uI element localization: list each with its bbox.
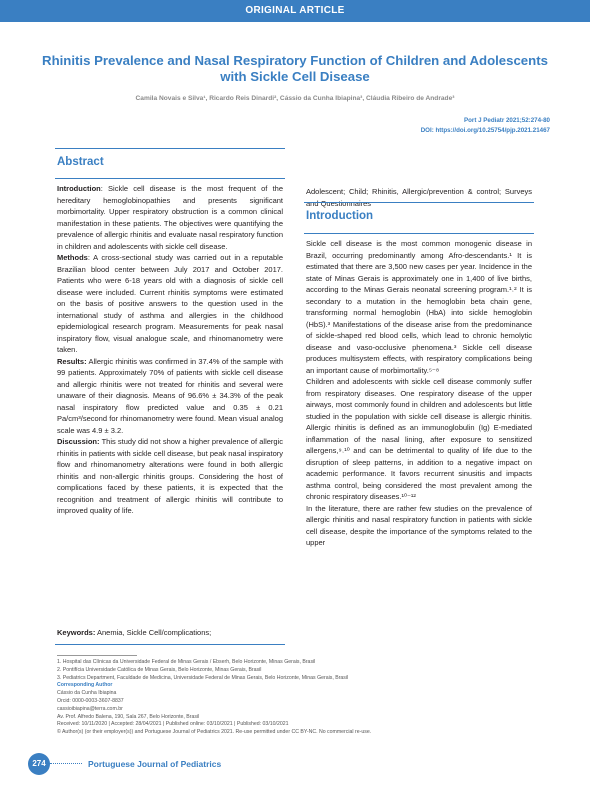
abstract-methods-label: Methods: [57, 253, 88, 262]
corresponding-author-name: Cássio da Cunha Ibiapina: [57, 690, 117, 697]
abstract-results: Results: Allergic rhinitis was confirmed in 37.4% of the sample with 99 patients. Approximately 70% of patients with sickle cell disease and allergic rhinitis were not treated for rhinitis and several were unaware of their diagnosis. Means of 96.6% ± 34.3% of the peak nasal inspiratory flow predicted value and 0.35 ± 0.21 Pa/cm³/second for rhinomanometry were found. Mean visual analog scale was 4.9 ± 3.2.: [57, 356, 283, 435]
introduction-heading: Introduction: [306, 210, 374, 222]
publication-dates: Received: 10/11/2020 | Accepted: 28/04/2021 | Published online: 03/10/2021 | Published: 03/10/2021: [57, 721, 289, 728]
introduction-body: [306, 238, 532, 549]
abstract-discussion-label: Discussion:: [57, 437, 100, 446]
article-type-banner: ORIGINAL ARTICLE: [0, 0, 590, 22]
page-number: 274: [28, 753, 50, 775]
abstract-results-label: Results:: [57, 356, 87, 366]
introduction-paragraph: Sickle cell disease is the most common monogenic disease in Brazil, occurring predominantly among Afro-descendants.¹ It is estimated that there are 3,500 new cases per year. Incidence in the state of Minas Gerais is approximately one in 1,400 of live births, according to the Minas Gerais neonatal screening program.¹˒² It is secondary to a mutation in the hemoglobin beta chain gene, transforming normal hemoglobin (HbA) into sickle hemoglobin (HbS).³ Manifestations of the disease arise from the predominance of sickle-shaped red blood cells, which lead to chronic hemolytic disease and vaso-occlusive phenomena.³ Sickle cell disease produces multisystem effects, with respiratory complications being an important cause of morbimortality.⁵⁻⁸: [306, 239, 532, 375]
abstract-keywords: Keywords: Anemia, Sickle Cell/complications;: [57, 628, 212, 637]
copyright-notice: © Author(s) (or their employer(s)) and Portuguese Journal of Pediatrics 2021. Re-use permitted under CC BY-NC. No commercial re-use.: [57, 729, 372, 736]
footnote-rule: [57, 655, 137, 656]
citation-block: [421, 116, 550, 136]
footnotes: [57, 659, 537, 737]
affiliation: 1. Hospital das Clínicas da Universidade Federal de Minas Gerais / Ebserh, Belo Horizonte, Minas Gerais, Brasil: [57, 659, 316, 665]
introduction-paragraph: Children and adolescents with sickle cell disease commonly suffer from respiratory diseases. One respiratory disease of the upper airways, most commonly found in children and adolescents but little studied in the population with sickle cell disease is allergic rhinitis. Allergic rhinitis is defined as an immunoglobulin (Ig) E-mediated inflammation of the nasal lining, after exposure to sensitized allergens,⁹˒¹⁰ and can be detrimental to quality of life due to the disruption of sleep patterns, in addition to a negative impact on academic performance. It favors recurrent sinusitis and impacts asthma control, being considered the most prevalent among the chronic respiratory diseases.¹⁰⁻¹²: [306, 377, 532, 501]
abstract-bottom-rule: [55, 644, 285, 645]
article-title: Rhinitis Prevalence and Nasal Respiratory Function of Children and Adolescents with Sickle Cell Disease: [42, 53, 548, 84]
introduction-heading-rule: [304, 233, 534, 234]
doi-link[interactable]: DOI: https://doi.org/10.25754/pjp.2021.21467: [420, 127, 550, 134]
affiliation: 2. Pontifícia Universidade Católica de Minas Gerais, Belo Horizonte, Minas Gerais, Brasil: [57, 666, 262, 673]
abstract-introduction: Introduction: Sickle cell disease is the most frequent of the hereditary hemoglobinopathies and presents significant morbimortality. Upper respiratory obstruction is a common clinical manifestation in these patients. The objectives were quantifying the prevalence of allergic rhinitis and evaluate nasal respiratory function in children and adolescents with sickle cell disease.: [57, 184, 283, 251]
affiliation: 3. Pediatrics Department, Faculdade de Medicina, Universidade Federal de Minas Gerais, Belo Horizonte, Minas Gerais, Brasil: [57, 674, 349, 681]
abstract-discussion: Discussion: This study did not show a higher prevalence of allergic rhinitis in patients with sickle cell disease, but peak nasal inspiratory flow and rhinomanometry alterations were found in both allergic rhinitis and non-allergic rhinitis groups. Considering the host of complications faced by these patients, it is expected that the recognition and treatment of allergic rhinitis will contribute to improved quality of life.: [57, 437, 283, 515]
corresponding-author-orcid[interactable]: Orcid: 0000-0003-3607-8837: [57, 697, 124, 704]
abstract-top-rule: [55, 148, 285, 149]
abstract-introduction-label: Introduction: [57, 184, 101, 193]
corresponding-author-label: Corresponding Author: [57, 682, 113, 689]
corresponding-author-address: Av. Prof. Alfredo Balena, 190, Sala 267, Belo Horizonte, Brasil: [57, 713, 200, 720]
introduction-top-rule: [304, 202, 534, 203]
keywords-label: Keywords:: [57, 628, 96, 637]
corresponding-author-email[interactable]: cassioibiapina@terra.com.br: [57, 705, 123, 712]
abstract-body: [57, 183, 283, 517]
keywords-continued: Adolescent; Child; Rhinitis, Allergic/prevention & control; Surveys and Questionnaires: [306, 187, 532, 208]
footer-dotted-rule: [50, 763, 82, 764]
introduction-paragraph: In the literature, there are rather few studies on the prevalence of allergic rhinitis and nasal respiratory function in patients with sickle cell disease, despite the importance of the symptoms related to the upper: [306, 503, 532, 547]
journal-reference: Port J Pediatr 2021;52:274-80: [464, 117, 550, 124]
abstract-heading-rule: [55, 178, 285, 179]
journal-name: Portuguese Journal of Pediatrics: [88, 759, 222, 769]
author-list: Camila Novais e Silva¹, Ricardo Reis Dinardi², Cássio da Cunha Ibiapina³, Cláudia Ribeiro de Andrade³: [135, 95, 455, 102]
abstract-methods: Methods: A cross-sectional study was carried out in a reputable Brazilian blood center between July 2017 and October 2017. Patients who were 6-18 years old with a diagnosis of sickle cell disease were included. Current rhinitis symptoms were estimated on the basis of positive answers to the question used in the international study of asthma and allergies in the childhood epidemiological research program. Measurements for peak nasal inspiratory flow, visual analogue scale, and rhinomanometry were taken.: [57, 253, 283, 354]
abstract-heading: Abstract: [57, 156, 104, 168]
